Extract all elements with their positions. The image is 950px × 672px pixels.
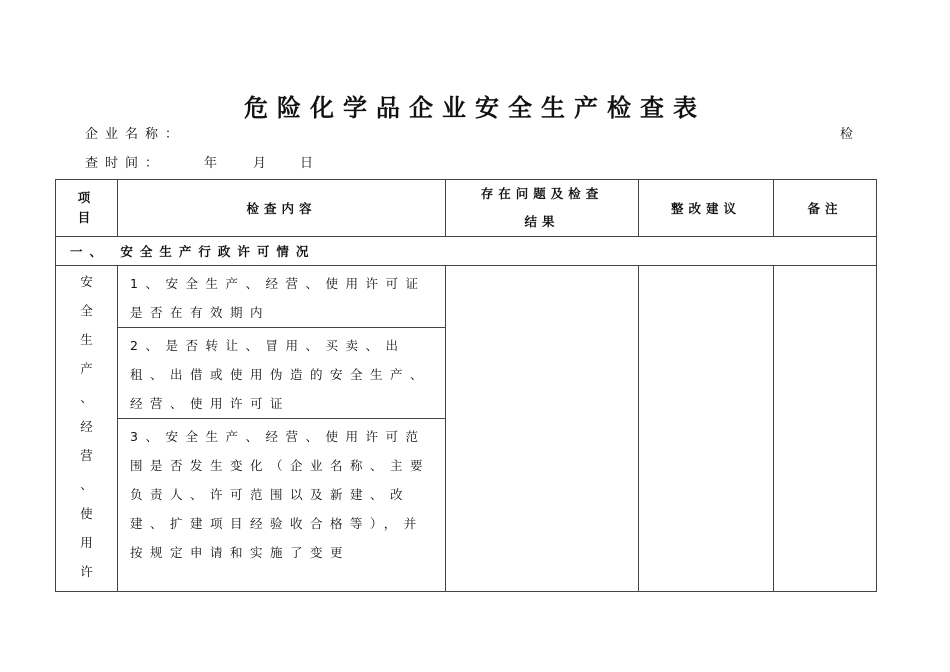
project-vertical-text	[56, 266, 117, 586]
project-char: 生	[80, 332, 93, 347]
header-project	[56, 180, 118, 237]
company-name-label: 企业名称：	[85, 127, 186, 142]
project-char: 使	[80, 506, 93, 521]
header-content: 检查内容	[118, 180, 446, 237]
header-issues	[446, 180, 639, 237]
year-label: 年	[204, 156, 225, 171]
suggestion-cell	[639, 266, 774, 592]
project-char: 全	[80, 303, 93, 318]
month-label: 月	[253, 156, 274, 171]
day-label: 日	[300, 156, 321, 171]
project-char: 、	[80, 477, 93, 492]
check-time-label: 查时间：	[85, 156, 166, 171]
header-issues-line1: 存在问题及检查	[480, 186, 604, 201]
check-item-3: 3、安全生产、经营、使用许可范围是否发生变化（企业名称、主要负责人、许可范围以及新建、改建、扩建项目经验收合格等），并按规定申请和实施了变更	[118, 419, 446, 592]
project-char: 产	[80, 361, 93, 376]
inspection-table	[55, 179, 877, 592]
remarks-cell	[774, 266, 877, 592]
check-item-1: 1、安全生产、经营、使用许可证是否在有效期内	[118, 266, 446, 328]
header-row	[56, 180, 877, 237]
project-char: 用	[80, 535, 93, 550]
header-suggestion: 整改建议	[639, 180, 774, 237]
project-char: 、	[80, 390, 93, 405]
project-cell	[56, 266, 118, 592]
project-char: 经	[80, 419, 93, 434]
check-label-fragment: 检	[840, 127, 861, 142]
header-project-top: 项	[77, 190, 96, 205]
project-char: 安	[80, 274, 93, 289]
issues-cell	[446, 266, 639, 592]
header-project-bottom: 目	[77, 210, 96, 225]
section-title: 一、 安全生产行政许可情况	[56, 237, 877, 266]
header-issues-line2: 结果	[524, 214, 560, 229]
page-title: 危险化学品企业安全生产检查表	[244, 94, 706, 122]
project-char: 许	[80, 564, 93, 579]
check-item-2: 2、是否转让、冒用、买卖、出租、出借或使用伪造的安全生产、经营、使用许可证	[118, 328, 446, 419]
project-char: 营	[80, 448, 93, 463]
section-row	[56, 237, 877, 266]
header-remarks: 备注	[774, 180, 877, 237]
table-row	[56, 266, 877, 328]
